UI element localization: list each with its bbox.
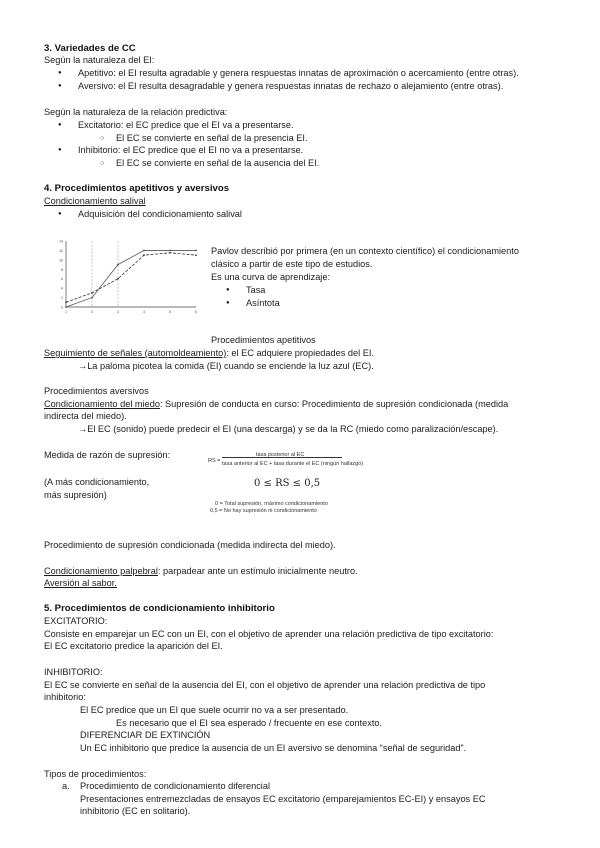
miedo-rest-cont: indirecta del miedo). [44, 411, 127, 421]
miedo-rest: : Supresión de conducta en curso: Procedimiento de supresión condicionada (medida [159, 399, 509, 409]
aversion-line: Aversión al sabor. [44, 578, 117, 588]
ei-intro: Según la naturaleza del EI: [44, 55, 155, 65]
y-tick-label: 12 [59, 248, 63, 253]
palpebral-line [44, 566, 358, 577]
miedo-line [44, 399, 508, 410]
range-note: 0,5 = No hay supresión ni condicionamiento [210, 508, 317, 514]
miedo-example: →El EC (sonido) puede predecir el EI (una descarga) y se da la RC (miedo como paralización/escape). [78, 424, 499, 434]
section-3-title: 3. Variedades de CC [44, 43, 136, 54]
y-tick-label: 14 [59, 239, 63, 244]
list-item: ● Inhibitorio: el EC predice que el EI no va a presentarse. [78, 145, 303, 156]
learning-curve-chart [44, 233, 204, 325]
list-item: ● Excitatorio: el EC predice que el EI va a presentarse. [78, 120, 294, 131]
data-point [65, 301, 67, 303]
y-tick-label: 0 [61, 305, 63, 310]
list-item: ● Tasa [246, 285, 265, 296]
data-point [65, 306, 67, 308]
seguimiento-example: →La paloma picotea la comida (EI) cuando se enciende la luz azul (EC). [78, 361, 374, 371]
inh-note: Un EC inhibitorio que predice la ausencia de un EI aversivo se denomina “señal de seguridad”. [80, 743, 467, 753]
section-4-title: 4. Procedimientos apetitivos y aversivos [44, 183, 230, 194]
formula-prefix: RS = [208, 458, 221, 464]
exc-line: El EC excitatorio predice la aparición del EI. [44, 641, 223, 651]
x-tick-label: 4 [143, 310, 145, 314]
mas-line: (A más condicionamiento, [44, 477, 150, 487]
formula-denominator: tasa anterior al EC + tasa durante el EC (ningún hallazgo) [222, 461, 364, 467]
data-point [117, 264, 119, 266]
data-point [143, 250, 145, 252]
rel-intro: Según la naturaleza de la relación predictiva: [44, 107, 228, 117]
inh-line: inhibitorio: [44, 692, 86, 702]
seguimiento-rest: : el EC adquiere propiedades del EI. [226, 348, 374, 358]
y-tick-label: 8 [61, 267, 63, 272]
y-tick-label: 2 [61, 296, 63, 301]
pavlov-line: Es una curva de aprendizaje: [211, 272, 331, 282]
pavlov-line: Pavlov describió por primera (en un contexto científico) el condicionamiento [211, 246, 519, 256]
x-tick-label: 6 [195, 310, 197, 314]
list-item: ● Adquisición del condicionamiento salival [78, 209, 242, 220]
inh-line: El EC se convierte en señal de la ausencia del EI, con el objetivo de aprender una relación predictiva de tipo [44, 680, 486, 690]
dif-extincion: DIFERENCIAR DE EXTINCIÓN [80, 730, 211, 740]
list-item: ● Aversivo: el EI resulta desagradable y genera respuestas innatas de rechazo o alejamiento (entre otras). [78, 81, 503, 92]
x-tick-label: 5 [169, 310, 171, 314]
pavlov-line: clásico a partir de este tipo de estudios. [211, 259, 373, 269]
tipos-a: Procedimiento de condicionamiento diferencial [80, 781, 270, 791]
tipos-title: Tipos de procedimientos: [44, 769, 147, 779]
inh-heading: INHIBITORIO: [44, 667, 103, 677]
data-point [195, 254, 197, 256]
data-point [143, 254, 145, 256]
exc-line: Consiste en emparejar un EC con un EI, con el objetivo de aprender una relación predictiva de tipo excitatorio: [44, 629, 494, 639]
data-point [195, 250, 197, 252]
list-item: ● Apetitivo: el EI resulta agradable y genera respuestas innatas de aproximación o acercamiento (entre otras). [78, 68, 519, 79]
y-tick-label: 10 [59, 258, 63, 263]
formula-numerator: tasa posterior al EC [256, 452, 305, 458]
seguimiento-line [44, 348, 374, 359]
data-point [169, 250, 171, 252]
list-subitem: ○ El EC se convierte en señal de la presencia EI. [116, 133, 308, 144]
seguimiento-term: Seguimiento de señales (automoldeamiento) [44, 348, 227, 358]
series-line [66, 250, 196, 307]
formula-bar [222, 457, 342, 458]
y-tick-label: 4 [61, 286, 63, 291]
tipos-a-marker: a. [62, 781, 70, 791]
data-point [91, 292, 93, 294]
salival-heading: Condicionamiento salival [44, 196, 146, 206]
x-tick-label: 2 [91, 310, 93, 314]
range-note: 0 = Total supresión, máximo condicionamiento [215, 501, 328, 507]
list-subitem: ○ El EC se convierte en señal de la ausencia del EI. [116, 158, 319, 169]
palpebral-rest: : parpadear ante un estímulo inicialmente neutro. [157, 566, 358, 576]
data-point [117, 278, 119, 280]
aversivos-title: Procedimientos aversivos [44, 386, 149, 396]
data-point [169, 252, 171, 254]
palpebral-term: Condicionamiento palpebral [44, 566, 158, 576]
tipos-a-desc: inhibitorio (EC en solitario). [80, 806, 191, 816]
x-tick-label: 3 [117, 310, 119, 314]
miedo-term: Condicionamiento del miedo [44, 399, 160, 409]
rs-range: 0 ≤ RS ≤ 0,5 [254, 478, 321, 489]
mas-line: más supresión) [44, 490, 107, 500]
section-5-title: 5. Procedimientos de condicionamiento inhibitorio [44, 603, 275, 614]
y-tick-label: 6 [61, 277, 63, 282]
exc-heading: EXCITATORIO: [44, 616, 108, 626]
series-line [66, 253, 196, 302]
supresion-line: Procedimiento de supresión condicionada (medida indirecta del miedo). [44, 540, 336, 550]
inh-indent: Es necesario que el EI sea esperado / frecuente en ese contexto. [116, 718, 383, 728]
apetitivos-title: Procedimientos apetitivos [211, 335, 316, 345]
data-point [91, 297, 93, 299]
inh-indent: El EC predice que un EI que suele ocurrir no va a ser presentado. [80, 705, 349, 715]
x-tick-label: 1 [65, 310, 67, 314]
razon-label: Medida de razón de supresión: [44, 450, 171, 460]
list-item: ● Asíntota [246, 298, 280, 309]
tipos-a-desc: Presentaciones entremezcladas de ensayos EC excitatorio (emparejamientos EC-EI) y ensayos EC [80, 794, 486, 804]
